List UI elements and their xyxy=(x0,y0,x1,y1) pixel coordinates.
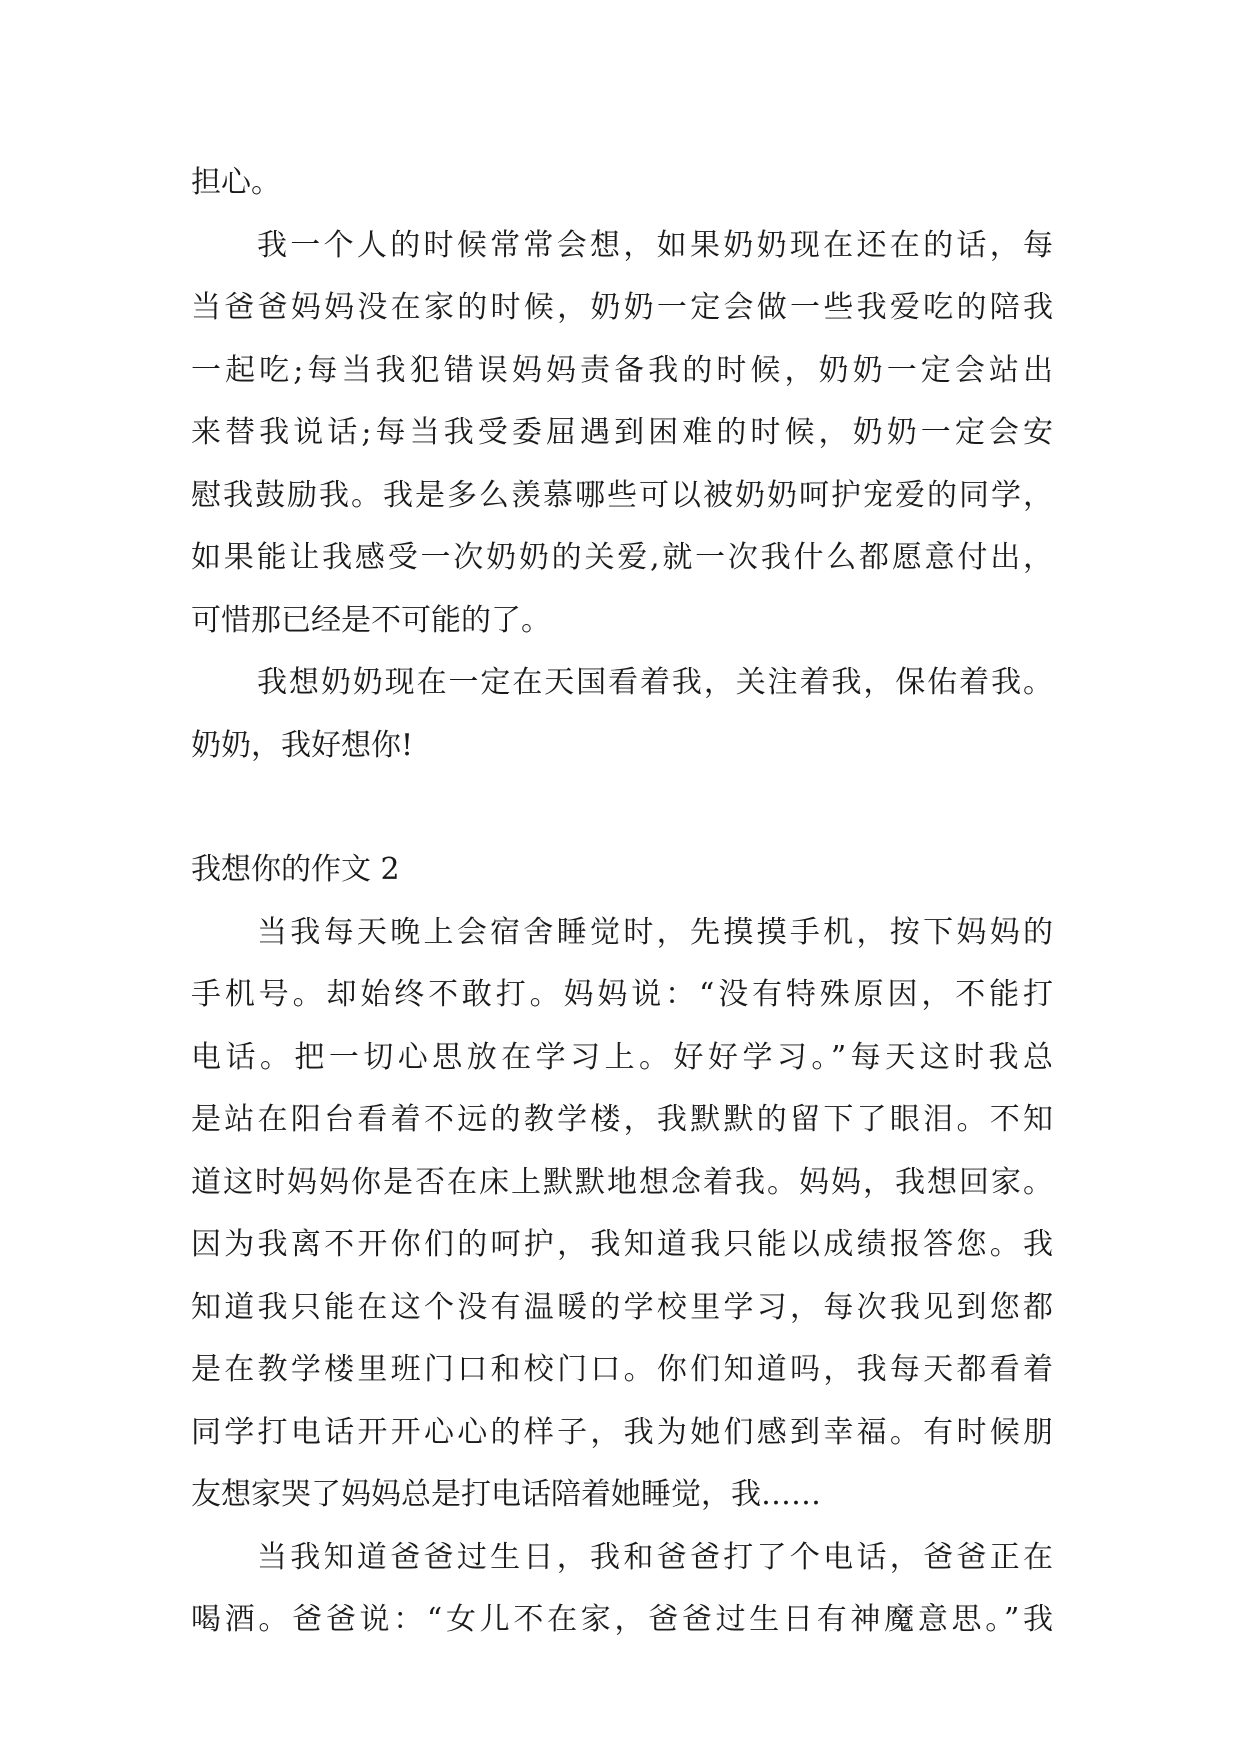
text-line: 一起吃;每当我犯错误妈妈责备我的时候，奶奶一定会站出 xyxy=(191,352,1053,388)
text-line: 友想家哭了妈妈总是打电话陪着她睡觉，我…… xyxy=(191,1477,821,1512)
text-line: 奶奶，我好想你! xyxy=(191,727,414,763)
paragraph xyxy=(191,215,1053,653)
text-line: 因为我离不开你们的呵护，我知道我只能以成绩报答您。我 xyxy=(191,1227,1053,1262)
text-line: 来替我说话;每当我受委屈遇到困难的时候，奶奶一定会安 xyxy=(191,415,1053,450)
text-line: 同学打电话开开心心的样子，我为她们感到幸福。有时候朋 xyxy=(191,1414,1053,1450)
text-line: 当爸爸妈妈没在家的时候，奶奶一定会做一些我爱吃的陪我 xyxy=(191,290,1053,325)
text-line: 当我知道爸爸过生日，我和爸爸打了个电话，爸爸正在 xyxy=(257,1539,1053,1575)
text-line: 手机号。却始终不敢打。妈妈说：“没有特殊原因，不能打 xyxy=(191,977,1053,1012)
text-line: 知道我只能在这个没有温暖的学校里学习，每次我见到您都 xyxy=(191,1289,1053,1325)
text-line: 喝酒。爸爸说：“女儿不在家，爸爸过生日有神魔意思。”我 xyxy=(191,1602,1053,1637)
text-line: 是站在阳台看着不远的教学楼，我默默的留下了眼泪。不知 xyxy=(191,1102,1053,1137)
document-page xyxy=(191,152,1053,1652)
paragraph xyxy=(191,902,1053,1527)
paragraph xyxy=(191,152,1053,215)
text-line: 当我每天晚上会宿舍睡觉时，先摸摸手机，按下妈妈的 xyxy=(257,914,1053,950)
text-line: 电话。把一切心思放在学习上。好好学习。”每天这时我总 xyxy=(191,1039,1053,1075)
text-line: 慰我鼓励我。我是多么羡慕哪些可以被奶奶呵护宠爱的同学， xyxy=(191,477,1053,513)
text-line: 如果能让我感受一次奶奶的关爱,就一次我什么都愿意付出， xyxy=(191,540,1053,575)
section-heading: 我想你的作文 2 xyxy=(191,852,400,887)
text-line: 我一个人的时候常常会想，如果奶奶现在还在的话，每 xyxy=(257,227,1053,263)
text-line: 我想奶奶现在一定在天国看着我，关注着我，保佑着我。 xyxy=(257,665,1053,700)
paragraph xyxy=(191,1527,1053,1652)
text-line: 是在教学楼里班门口和校门口。你们知道吗，我每天都看着 xyxy=(191,1352,1053,1387)
text-line: 可惜那已经是不可能的了。 xyxy=(191,602,551,638)
section-gap xyxy=(191,777,1053,839)
text-line: 道这时妈妈你是否在床上默默地想念着我。妈妈，我想回家。 xyxy=(191,1164,1053,1200)
text-line: 担心。 xyxy=(191,165,281,200)
paragraph xyxy=(191,652,1053,777)
